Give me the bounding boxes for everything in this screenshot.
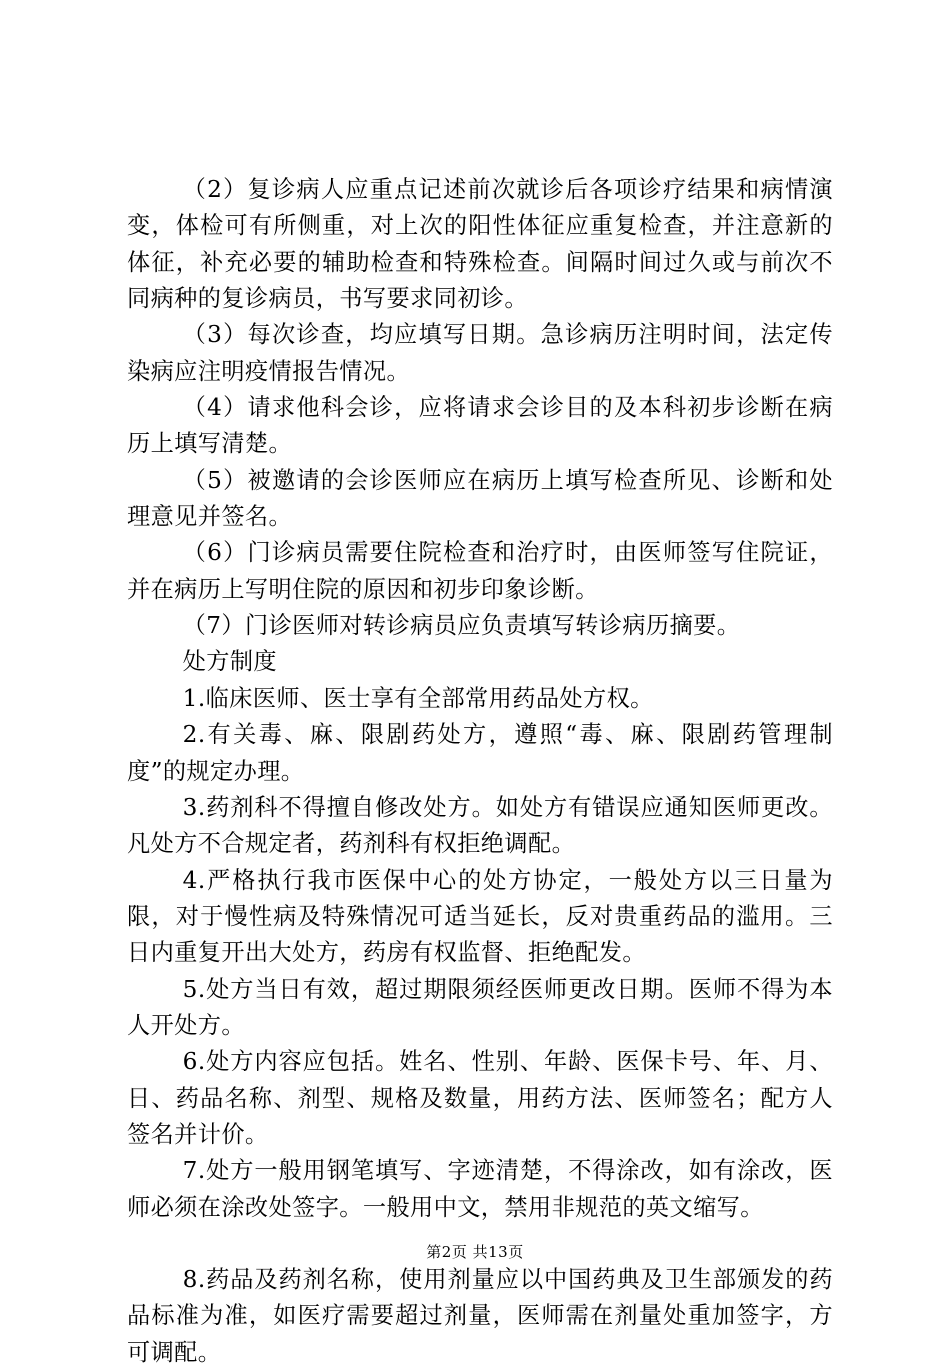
paragraph-rule-7: 7.处方一般用钢笔填写、字迹清楚，不得涂改，如有涂改，医师必须在涂改处签字。一般用中文，禁用非规范的英文缩写。 bbox=[127, 1157, 833, 1221]
paragraph-consult-physician: （5）被邀请的会诊医师应在病历上填写检查所见、诊断和处理意见并签名。 bbox=[127, 466, 833, 531]
paragraph-rule-3: 3.药剂科不得擅自修改处方。如处方有错误应通知医师更改。凡处方不合规定者，药剂科有权拒绝调配。 bbox=[127, 793, 833, 858]
paragraph-revisit-records: （2）复诊病人应重点记述前次就诊后各项诊疗结果和病情演变，体检可有所侧重，对上次的阳性体征应重复检查，并注意新的体征，补充必要的辅助检查和特殊检查。间隔时间过久或与前次不同病种的复诊病员，书写要求同初诊。 bbox=[127, 176, 833, 313]
section-heading-prescription: 处方制度 bbox=[182, 648, 278, 676]
page-footer: 第2页 共13页 bbox=[426, 1243, 524, 1261]
paragraph-rule-6: 6.处方内容应包括。姓名、性别、年龄、医保卡号、年、月、日、药品名称、剂型、规格及数量，用药方法、医师签名；配方人签名并计价。 bbox=[127, 1048, 833, 1148]
paragraph-rule-8: 8.药品及药剂名称，使用剂量应以中国药典及卫生部颁发的药品标准为准，如医疗需要超过剂量，医师需在剂量处重加签字，方可调配。 bbox=[127, 1265, 833, 1366]
paragraph-referral: （7）门诊医师对转诊病员应负责填写转诊病历摘要。 bbox=[182, 612, 741, 640]
paragraph-rule-4: 4.严格执行我市医保中心的处方协定，一般处方以三日量为限，对于慢性病及特殊情况可适当延长，反对贵重药品的滥用。三日内重复开出大处方，药房有权监督、拒绝配发。 bbox=[127, 866, 833, 967]
paragraph-visit-date: （3）每次诊查，均应填写日期。急诊病历注明时间，法定传染病应注明疫情报告情况。 bbox=[127, 321, 833, 385]
paragraph-rule-2: 2.有关毒、麻、限剧药处方，遵照“毒、麻、限剧药管理制度”的规定办理。 bbox=[127, 721, 833, 785]
document-body bbox=[127, 172, 833, 1371]
paragraph-rule-5: 5.处方当日有效，超过期限须经医师更改日期。医师不得为本人开处方。 bbox=[127, 975, 833, 1039]
paragraph-rule-1: 1.临床医师、医士享有全部常用药品处方权。 bbox=[182, 684, 654, 712]
paragraph-consult-request: （4）请求他科会诊，应将请求会诊目的及本科初步诊断在病历上填写清楚。 bbox=[127, 394, 833, 458]
paragraph-admission: （6）门诊病员需要住院检查和治疗时，由医师签写住院证，并在病历上写明住院的原因和初步印象诊断。 bbox=[127, 539, 833, 603]
